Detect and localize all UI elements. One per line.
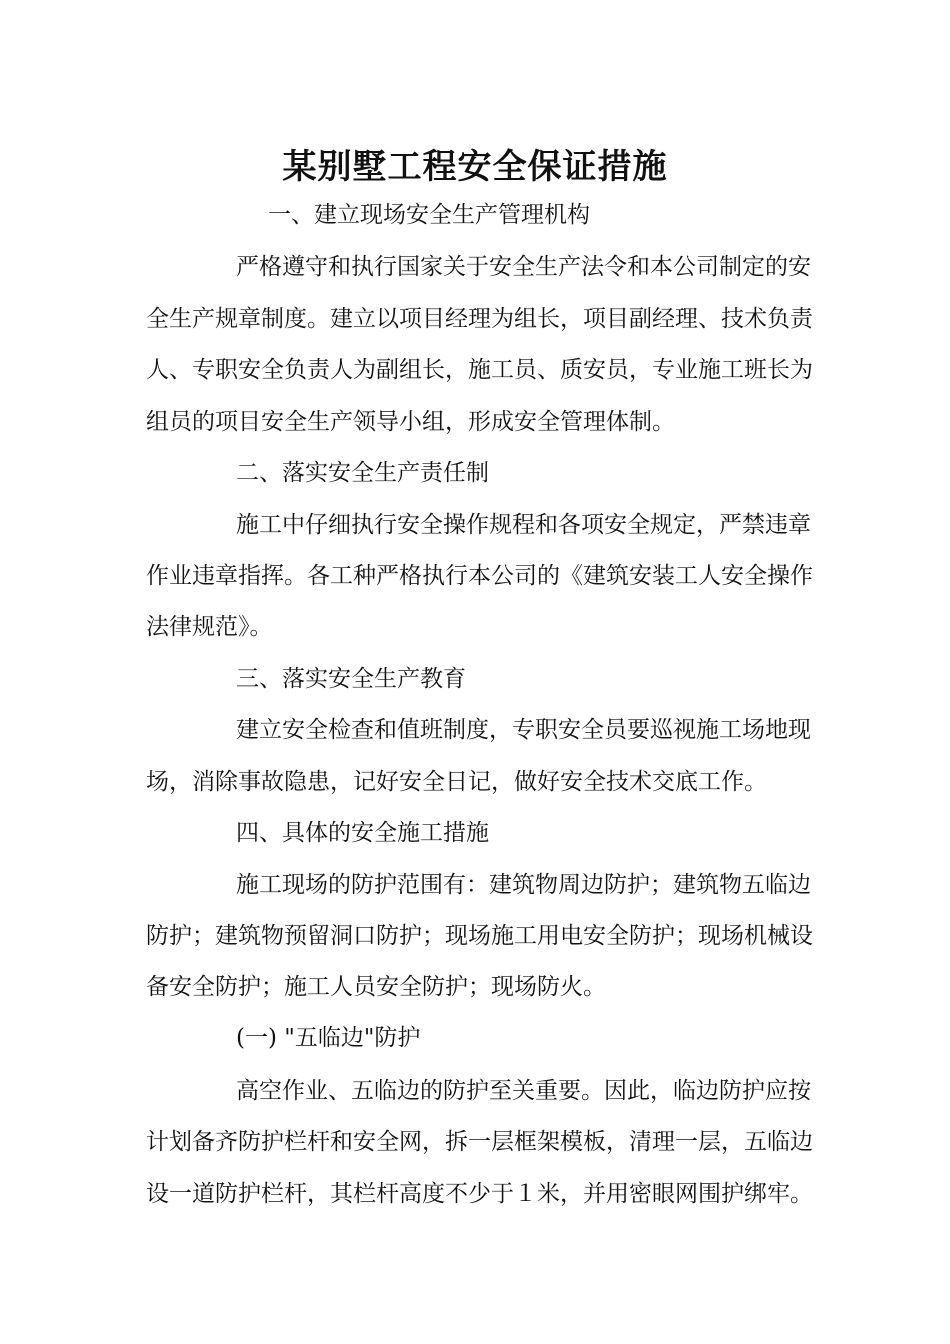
section-heading-1: 一、建立现场安全生产管理机构 bbox=[268, 202, 590, 228]
paragraph-line: 施工中仔细执行安全操作规程和各项安全规定，严禁违章 bbox=[236, 512, 811, 538]
paragraph-line: 高空作业、五临边的防护至关重要。因此，临边防护应按 bbox=[236, 1078, 811, 1104]
paragraph-line: 严格遵守和执行国家关于安全生产法令和本公司制定的安 bbox=[236, 254, 811, 280]
paragraph-line: 场，消除事故隐患，记好安全日记，做好安全技术交底工作。 bbox=[146, 769, 767, 795]
section-heading-3: 三、落实安全生产教育 bbox=[236, 666, 466, 692]
section-heading-2: 二、落实安全生产责任制 bbox=[236, 460, 489, 486]
paragraph-line: 作业违章指挥。各工种严格执行本公司的《建筑安装工人安全操作 bbox=[146, 563, 813, 589]
paragraph-line: 计划备齐防护栏杆和安全网，拆一层框架模板，清理一层，五临边 bbox=[146, 1129, 813, 1155]
document-title: 某别墅工程安全保证措施 bbox=[282, 146, 668, 187]
paragraph-line: 建立安全检查和值班制度，专职安全员要巡视施工场地现 bbox=[236, 717, 811, 743]
paragraph-line: 组员的项目安全生产领导小组，形成安全管理体制。 bbox=[146, 409, 675, 435]
paragraph-line: 备安全防护；施工人员安全防护；现场防火。 bbox=[146, 974, 606, 1000]
paragraph-line: 全生产规章制度。建立以项目经理为组长，项目副经理、技术负责 bbox=[146, 306, 813, 332]
subsection-heading: (一) "五临边"防护 bbox=[236, 1025, 421, 1051]
paragraph-line: 设一道防护栏杆，其栏杆高度不少于１米，并用密眼网围护绑牢。 bbox=[146, 1181, 813, 1207]
paragraph-line: 施工现场的防护范围有：建筑物周边防护；建筑物五临边 bbox=[236, 872, 811, 898]
paragraph-line: 防护；建筑物预留洞口防护；现场施工用电安全防护；现场机械设 bbox=[146, 923, 813, 949]
paragraph-line: 人、专职安全负责人为副组长，施工员、质安员，专业施工班长为 bbox=[146, 357, 813, 383]
paragraph-line: 法律规范》。 bbox=[146, 614, 273, 640]
section-heading-4: 四、具体的安全施工措施 bbox=[236, 820, 489, 846]
